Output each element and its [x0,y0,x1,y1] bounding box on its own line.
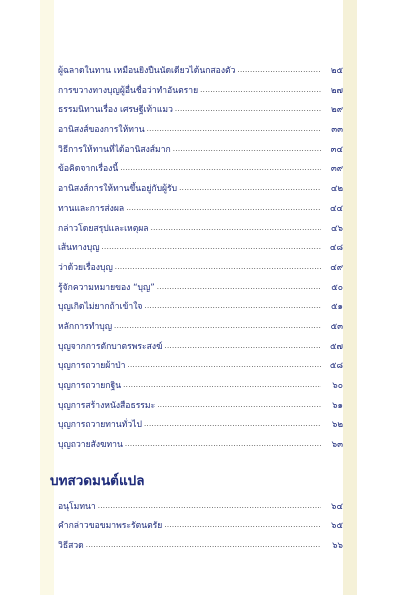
toc-entry[interactable] [58,358,343,378]
toc-entry-page: ๔๒ [330,184,343,195]
toc-entry[interactable] [58,280,343,300]
dot-leader [126,201,321,211]
dot-leader [164,339,321,349]
toc-entry[interactable] [58,122,343,142]
dot-leader [114,319,321,329]
toc-entry[interactable] [58,201,343,221]
toc-entry-page: ๕๗ [330,341,343,352]
toc-entry-page: ๓๙ [330,164,343,175]
toc-entry-page: ๒๙ [331,105,343,116]
toc-entry-title: รู้จักความหมายของ “บุญ” [58,282,155,293]
dot-leader [120,161,321,171]
toc-list-chants [54,499,343,558]
toc-entry-title: เส้นทางบุญ [58,243,100,254]
toc-entry-page: ๓๔ [330,144,343,155]
toc-entry-page: ๖๕ [331,521,343,532]
toc-entry[interactable] [58,518,343,538]
dot-leader [151,221,321,231]
dot-leader [102,240,321,250]
toc-entry-title: ทานและการส่งผล [58,203,125,214]
dot-leader [115,260,321,270]
dot-leader [147,122,321,132]
dot-leader [123,378,321,388]
toc-entry-title: บุญจากการตักบาตรพระสงฆ์ [58,341,163,352]
toc-entry-page: ๒๗ [330,85,343,96]
dot-leader [173,142,321,152]
page-content [40,0,357,595]
dot-leader [125,437,321,447]
dot-leader [157,398,321,408]
dot-leader [200,83,321,93]
toc-entry-page: ๖๖ [332,541,343,552]
dot-leader [127,358,321,368]
toc-entry[interactable] [58,398,343,418]
dot-leader [179,181,321,191]
toc-entry-page: ๔๘ [329,243,343,254]
toc-entry[interactable] [58,538,343,558]
toc-entry-title: อานิสงส์ของการให้ทาน [58,125,145,136]
toc-entry-title: บุญถวายสังฆทาน [58,440,123,451]
toc-entry[interactable] [58,181,343,201]
toc-entry-page: ๖๑ [332,400,343,411]
toc-entry-title: คำกล่าวขอขมาพระรัตนตรัย [58,521,163,532]
toc-entry-title: หลักการทำบุญ [58,321,113,332]
toc-entry-page: ๕๑ [331,302,343,313]
toc-list-main [54,63,343,457]
toc-entry[interactable] [58,142,343,162]
toc-entry[interactable] [58,102,343,122]
toc-entry-title: ธรรมนิทานเรื่อง เศรษฐีเท้าแมว [58,105,173,116]
dot-leader [175,102,321,112]
dot-leader [144,299,321,309]
toc-entry-title: ผู้ฉลาดในทาน เหมือนยิงปืนนัดเดียวได้นกสองตัว [58,66,236,76]
toc-entry[interactable] [58,63,343,83]
toc-entry-page: ๕๓ [330,321,343,332]
toc-entry-page: ๕๐ [331,282,343,293]
toc-entry-page: ๔๙ [330,262,343,273]
toc-entry[interactable] [58,499,343,519]
toc-entry-title: อนุโมทนา [58,501,96,512]
toc-entry[interactable] [58,221,343,241]
dot-leader [144,417,321,427]
dot-leader [164,518,321,528]
toc-entry[interactable] [58,437,343,457]
toc-entry[interactable] [58,417,343,437]
toc-entry-page: ๓๓ [331,125,343,136]
toc-entry-title: บุญการถวายกฐิน [58,381,122,391]
toc-entry-page: ๒๕ [330,66,343,76]
toc-entry[interactable] [58,83,343,103]
dot-leader [98,499,321,509]
toc-entry-title: วิธีการให้ทานที่ได้อานิสงส์มาก [58,144,171,155]
toc-entry-page: ๖๐ [332,381,343,391]
toc-entry-title: บุญการสร้างหนังสือธรรมะ [58,400,156,411]
toc-entry[interactable] [58,299,343,319]
toc-entry-title: บุญเกิดไม่ยากถ้าเข้าใจ [58,302,143,313]
toc-entry[interactable] [58,319,343,339]
toc-entry-title: กล่าวโดยสรุปและเหตุผล [58,223,149,234]
toc-entry-page: ๔๖ [331,223,343,234]
toc-entry-title: บุญการถวายผ้าป่า [58,361,126,372]
dot-leader [157,280,321,290]
section-heading: บทสวดมนต์แปล [50,472,145,489]
dot-leader [237,63,321,73]
toc-entry[interactable] [58,161,343,181]
toc-entry[interactable] [58,339,343,359]
toc-entry-title: วิธีสวด [58,541,84,552]
toc-entry-title: การขวางทางบุญผู้อื่นชื่อว่าทำอันตราย [58,85,199,96]
toc-entry-title: อานิสงส์การให้ทานขึ้นอยู่กับผู้รับ [58,184,178,195]
toc-entry[interactable] [58,260,343,280]
toc-entry[interactable] [58,378,343,398]
toc-entry-page: ๕๘ [329,361,343,372]
toc-entry-title: ว่าด้วยเรื่องบุญ [58,262,113,273]
toc-entry-page: ๔๔ [329,203,343,214]
toc-entry-page: ๖๔ [331,501,343,512]
toc-entry[interactable] [58,240,343,260]
toc-entry-title: ข้อคิดจากเรื่องนี้ [58,164,119,175]
toc-entry-page: ๖๒ [331,420,343,431]
toc-entry-title: บุญการถวายทานทั่วไป [58,420,142,431]
toc-entry-page: ๖๓ [331,440,343,451]
dot-leader [86,538,321,548]
